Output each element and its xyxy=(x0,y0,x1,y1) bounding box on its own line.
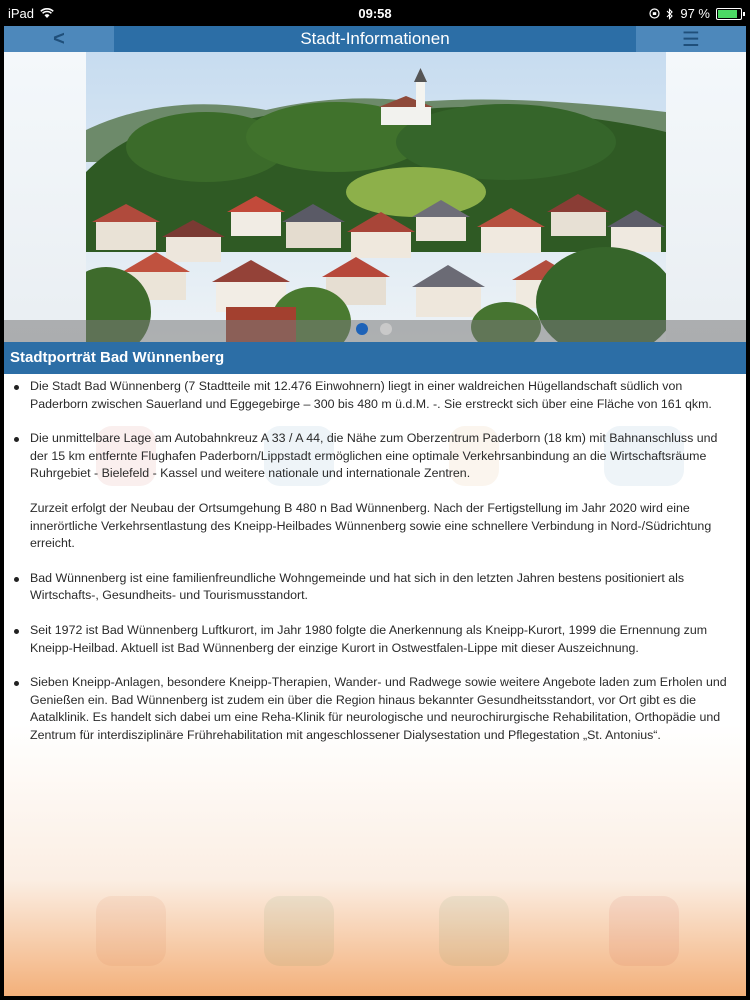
image-carousel[interactable] xyxy=(4,52,746,342)
page-title: Stadt-Informationen xyxy=(300,29,450,48)
paragraph xyxy=(4,430,746,483)
watermark-icon xyxy=(264,896,334,966)
back-chevron-icon: < xyxy=(53,27,65,50)
town-panorama-illustration xyxy=(86,52,666,342)
paragraph-text: Sieben Kneipp-Anlagen, besondere Kneipp-Therapien, Wander- und Radwege sowie weitere Angebote laden zum Erholen und Genießen ein. Bad Wünnenberg ist zudem ein über die Region hinaus bekannter Gesundheitsstandort, vor Ort gibt es die Aatalklinik. Es handelt sich dabei um eine Reha-Klinik für neurologische und neurochirurgische Rehabilitation, Orthopädie und Zentrum für interdisziplinäre Frührehabilitation mit angeschlossener Dialysestation und Pflegestation „St. Antonius“. xyxy=(30,675,727,742)
menu-button[interactable] xyxy=(636,26,746,52)
battery-icon xyxy=(716,8,742,20)
paragraph xyxy=(4,570,746,605)
watermark-icon xyxy=(609,896,679,966)
battery-fill xyxy=(718,10,737,18)
section-title: Stadtporträt Bad Wünnenberg xyxy=(4,342,746,374)
watermark-icon xyxy=(439,896,509,966)
back-button[interactable] xyxy=(4,26,114,52)
carousel-dot[interactable] xyxy=(380,323,392,335)
hamburger-menu-icon: ☰ xyxy=(682,28,700,51)
paragraph xyxy=(4,500,746,553)
carrier-label: iPad xyxy=(8,6,35,21)
battery-tip xyxy=(743,12,745,16)
carousel-indicator-strip xyxy=(4,320,746,342)
paragraph xyxy=(4,378,746,413)
paragraph-text: Bad Wünnenberg ist eine familienfreundliche Wohngemeinde und hat sich in den letzten Jahren bestens positioniert als Wirtschafts-, Gesundheits- und Tourismusstandort. xyxy=(30,570,685,603)
app-screen xyxy=(4,26,746,996)
watermark-icon xyxy=(96,896,166,966)
bullet-icon xyxy=(14,577,19,582)
content-text xyxy=(4,378,746,762)
carousel-dot[interactable] xyxy=(356,323,368,335)
bullet-icon xyxy=(14,385,19,390)
paragraph-text: Seit 1972 ist Bad Wünnenberg Luftkurort, im Jahr 1980 folgte die Anerkennung als Kneipp-Kurort, 1999 die Ernennung zum Kneipp-Heilbad. Aktuell ist Bad Wünnenberg der einzige Kurort in Ostwestfalen-Lippe mit dieser Auszeichnung. xyxy=(30,622,708,655)
bullet-icon xyxy=(14,437,19,442)
bluetooth-icon xyxy=(666,8,674,20)
paragraph xyxy=(4,674,746,744)
town-photo xyxy=(86,52,666,342)
clock: 09:58 xyxy=(358,6,392,21)
orientation-lock-icon xyxy=(649,8,660,19)
bullet-icon xyxy=(14,681,19,686)
status-bar xyxy=(0,0,750,26)
paragraph-text: Die unmittelbare Lage am Autobahnkreuz A 33 / A 44, die Nähe zum Oberzentrum Paderborn (18 km) mit Bahnanschluss und der 15 km entfernte Flughafen Paderborn/Lippstadt ermöglichen eine optimale Verkehrsanbindung an die Wirtschaftsräume Ruhrgebiet - Bielefeld - Kassel und weitere nationale und internationale Zentren. xyxy=(30,431,718,481)
paragraph xyxy=(4,622,746,657)
navigation-bar xyxy=(4,26,746,52)
battery-percent: 97 % xyxy=(680,6,710,21)
paragraph-text: Die Stadt Bad Wünnenberg (7 Stadtteile mit 12.476 Einwohnern) liegt in einer waldreichen Hügellandschaft südlich von Paderborn zwischen Sauerland und Eggegebirge – 300 bis 480 m ü.d.M. -. Sie erstreckt sich über eine Fläche von 161 qkm. xyxy=(30,379,712,411)
paragraph-text: Zurzeit erfolgt der Neubau der Ortsumgehung B 480 n Bad Wünnenberg. Nach der Fertigstellung im Jahr 2020 wird eine innerörtliche Verkehrsentlastung des Kneipp-Heilbades Wünnenberg sowie eine schnellere Verbindung in Nord-/Südrichtung erreicht. xyxy=(30,500,712,551)
bullet-icon xyxy=(14,629,19,634)
status-right xyxy=(649,6,742,21)
